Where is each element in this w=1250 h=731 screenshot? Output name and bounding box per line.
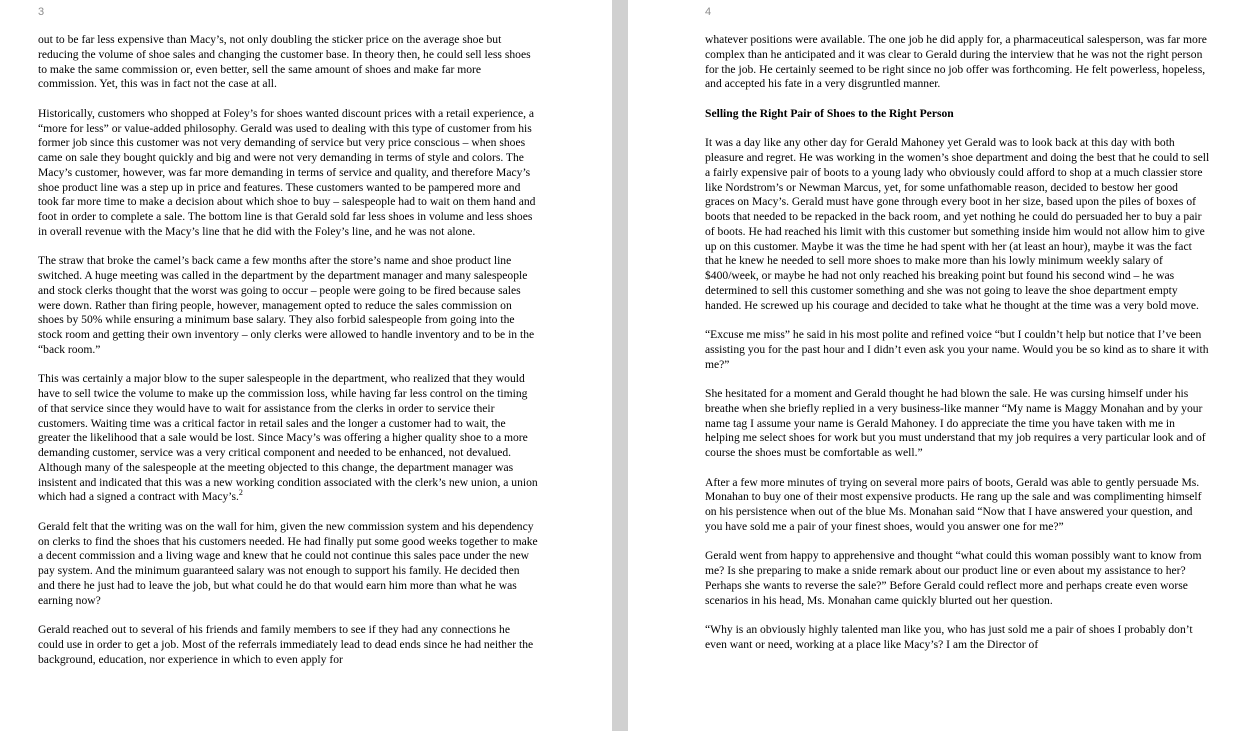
document-page-right: [628, 0, 1250, 731]
document-page-left: [0, 0, 612, 731]
paragraph[interactable]: “Excuse me miss” he said in his most polite and refined voice “but I couldn’t help but notice that I’ve been assisting you for the past hour and I didn’t even ask you your name. Would you be so kind as to share it with me?”: [705, 328, 1209, 371]
paragraph[interactable]: It was a day like any other day for Gerald Mahoney yet Gerald was to look back at this day with both pleasure and regret. He was working in the women’s shoe department and doing the best that he could to sell a fairly expensive pair of boots to a young lady who obviously could afford to shop at a much classier store like Nordstrom’s or Newman Marcus, yet, for some unfathomable reason, decided to bestow her good graces on Macy’s. Gerald must have gone through every boot in her size, based upon the piles of boxes of boots that needed to be repacked in the back room, and yet nothing he could do persuaded her to buy a pair of boots. He had reached his limit with this customer but something inside him would not allow him to give up on this customer. Maybe it was the time he had spent with her (at least an hour), maybe it was the fact that he knew he needed to sell more shoes to make more than his lowly minimum weekly salary of $400/week, or maybe he had not only reached his breaking point but found his second wind – he was determined to sell this customer something and she was not going to leave the shoe department empty handed. He screwed up his courage and decided to take what he thought at the time was a very bold move.: [705, 136, 1210, 312]
page-body[interactable]: [705, 33, 1210, 667]
paragraph-text[interactable]: This was certainly a major blow to the super salespeople in the department, who realized that they would have to sell twice the volume to make up the commission loss, while having far less control on the timing of that service since they would have to wait for assistance from the clerks in order to service their customers. Waiting time was a critical factor in retail sales and the longer a customer had to wait, the greater the likelihood that a sale would be lost. Since Macy’s was offering a higher quality shoe to a more demanding customer, service was a very critical component and needed to be enhanced, not devalued. Although many of the salespeople at the meeting objected to this change, the department manager was insistent and indicated that this was a new working condition associated with the clerk’s new union, a union which had a signed a contract with Macy’s.: [38, 372, 538, 504]
paragraph[interactable]: Gerald felt that the writing was on the wall for him, given the new commission system and his dependency on clerks to find the shoes that his customers needed. He had finally put some good weeks together to make a decent commission and a living wage and knew that he could not continue this sales pace under the new pay system. And the minimum guaranteed salary was not enough to support his family. He decided then and there he just had to leave the job, but what could he do that would earn him more than what he was earning now?: [38, 519, 538, 607]
paragraph[interactable]: whatever positions were available. The one job he did apply for, a pharmaceutical salesperson, was far more complex than he anticipated and it was clear to Gerald during the interview that he was not the right person for the job. He certainly seemed to be right since no job offer was forthcoming. He felt powerless, hopeless, and accepted his fate in a very disgruntled manner.: [705, 33, 1207, 91]
paragraph[interactable]: Historically, customers who shopped at Foley’s for shoes wanted discount prices with a retail experience, a “more for less” or value-added philosophy. Gerald was used to dealing with this type of customer from his former job since this customer was not very demanding of service but very price conscious – when shoes came on sale they bought quickly and big and were not very demanding in terms of style and colors. The Macy’s customer, however, was far more demanding in terms of service and quality, and therefore Macy’s shoe product line was a step up in price and features. These customers wanted to be pampered more and took far more time to make a decision about which shoe to buy – salespeople had to wait on them hand and foot in order to complete a sale. The bottom line is that Gerald sold far less shoes in volume and less shoes in overall revenue with the Macy’s line that he did with the Foley’s line, and he was not alone.: [38, 106, 536, 238]
paragraph[interactable]: Gerald went from happy to apprehensive and thought “what could this woman possibly want to know from me? Is she preparing to make a snide remark about our product line or even about my assistance to her? Perhaps she wants to reverse the sale?” Before Gerald could reflect more and perhaps create even worse scenarios in his head, Ms. Monahan came quickly blurted out her question.: [705, 549, 1202, 607]
page-number: 3: [38, 6, 45, 18]
paragraph-with-footnote[interactable]: [38, 372, 538, 505]
section-heading[interactable]: Selling the Right Pair of Shoes to the Right Person: [705, 106, 954, 120]
page-number: 4: [705, 6, 712, 18]
page-gap: [612, 0, 628, 731]
paragraph[interactable]: out to be far less expensive than Macy’s, not only doubling the sticker price on the average shoe but reducing the volume of shoe sales and changing the customer base. In theory then, he could sell less shoes to make the same commission or, even better, sell the same amount of shoes and make far more commission. Yet, this was in fact not the case at all.: [38, 33, 531, 91]
paragraph[interactable]: “Why is an obviously highly talented man like you, who has just sold me a pair of shoes I probably don’t even want or need, working at a place like Macy’s? I am the Director of: [705, 623, 1193, 651]
paragraph[interactable]: She hesitated for a moment and Gerald thought he had blown the sale. He was cursing himself under his breathe when she briefly replied in a very business-like manner “My name is Maggy Monahan and by your name tag I assume your name is Gerald Mahoney. I do appreciate the time you have taken with me in helping me select shoes for work but you must understand that my job requires a very particular look and of course the shoes must be comfortable as well.”: [705, 387, 1206, 459]
footnote-ref[interactable]: 2: [238, 488, 243, 498]
paragraph[interactable]: Gerald reached out to several of his friends and family members to see if they had any connections he could use in order to get a job. Most of the referrals immediately lead to dead ends since he had neither the background, education, nor experience in which to even apply for: [38, 623, 534, 666]
page-body[interactable]: [38, 33, 538, 682]
paragraph[interactable]: After a few more minutes of trying on several more pairs of boots, Gerald was able to gently persuade Ms. Monahan to buy one of their most expensive products. He rang up the sale and was complimenting himself on his persistence when out of the blue Ms. Monahan said “Now that I have answered your question, and you have sold me a pair of your finest shoes, would you answer one for me?”: [705, 475, 1202, 533]
paragraph[interactable]: The straw that broke the camel’s back came a few months after the store’s name and shoe product line switched. A huge meeting was called in the department by the department manager and many salespeople and stock clerks thought that the worst was going to occur – people were going to be fired because sales were down. Rather than firing people, however, management opted to reduce the sales commission on shoes by 50% while ensuring a minimum base salary. They also forbid salespeople from going into the stock room and getting their own inventory – only clerks were allowed to handle inventory and to be in the “back room.”: [38, 254, 535, 356]
